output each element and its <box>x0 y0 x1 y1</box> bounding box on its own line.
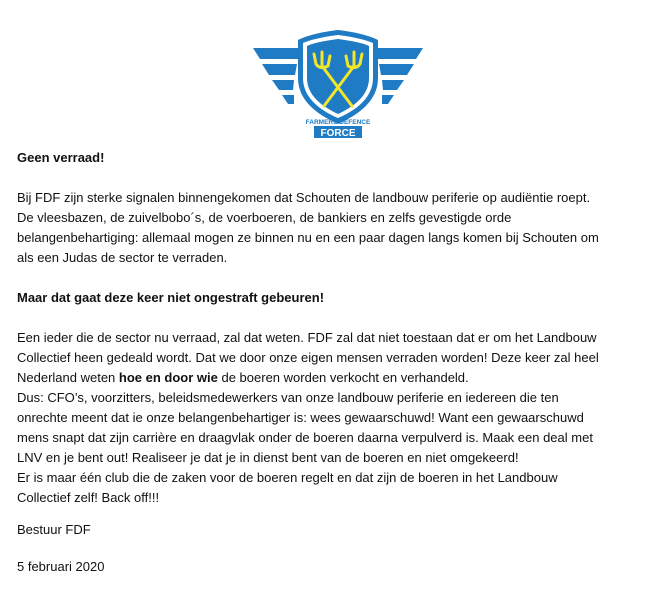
para2-line: Dus: CFO’s, voorzitters, beleidsmedewerkers van onze landbouw periferie en iedereen die ten <box>17 390 559 405</box>
date: 5 februari 2020 <box>17 559 105 574</box>
para2-line: Een ieder die de sector nu verraad, zal dat weten. FDF zal dat niet toestaan dat er om het Landbouw <box>17 330 597 345</box>
signoff: Bestuur FDF <box>17 522 91 537</box>
para2-line: mens snapt dat zijn carrière en draagvlak onder de boeren daarna verpulverd is. Maak een deal met <box>17 430 593 445</box>
heading-geen-verraad: Geen verraad! <box>17 150 105 165</box>
logo-line1: FARMERS DEFENCE <box>305 119 371 126</box>
logo-line2: FORCE <box>320 128 356 138</box>
para2-line: Collectief zelf! Back off!!! <box>17 490 160 505</box>
para2-line <box>17 368 657 388</box>
para1-line: De vleesbazen, de zuivelbobo´s, de voerboeren, de bankiers en zelfs gevestigde orde <box>17 210 512 225</box>
para1-line: Bij FDF zijn sterke signalen binnengekomen dat Schouten de landbouw periferie op audiëntie roept. <box>17 190 591 205</box>
text: Nederland weten <box>17 370 119 385</box>
para2-line: onrechte meent dat ie onze belangenbehartiger is: wees gewaarschuwd! Want een gewaarschuwd <box>17 410 584 425</box>
emphasis-text: hoe en door wie <box>118 370 218 385</box>
para2-line: Er is maar één club die de zaken voor de boeren regelt en dat zijn de boeren in het Landbouw <box>17 470 558 485</box>
para2-line: LNV en je bent out! Realiseer je dat je in dienst bent van de boeren en niet omgekeerd! <box>17 450 519 465</box>
fdf-logo <box>250 28 426 138</box>
text: de boeren worden verkocht en verhandeld. <box>217 370 469 385</box>
heading-ongestraft: Maar dat gaat deze keer niet ongestraft gebeuren! <box>17 290 325 305</box>
para1-line: als een Judas de sector te verraden. <box>17 250 228 265</box>
para1-line: belangenbehartiging: allemaal mogen ze binnen nu en een paar dagen langs komen bij Schouten om <box>17 230 599 245</box>
wings-right <box>376 48 423 104</box>
para2-line: Collectief heen gedeald wordt. Dat we door onze eigen mensen verraden worden! Deze keer zal heel <box>17 350 599 365</box>
wings-left <box>253 48 300 104</box>
letter-body <box>17 148 657 508</box>
crossed-pitchforks-shield-icon <box>250 28 426 138</box>
